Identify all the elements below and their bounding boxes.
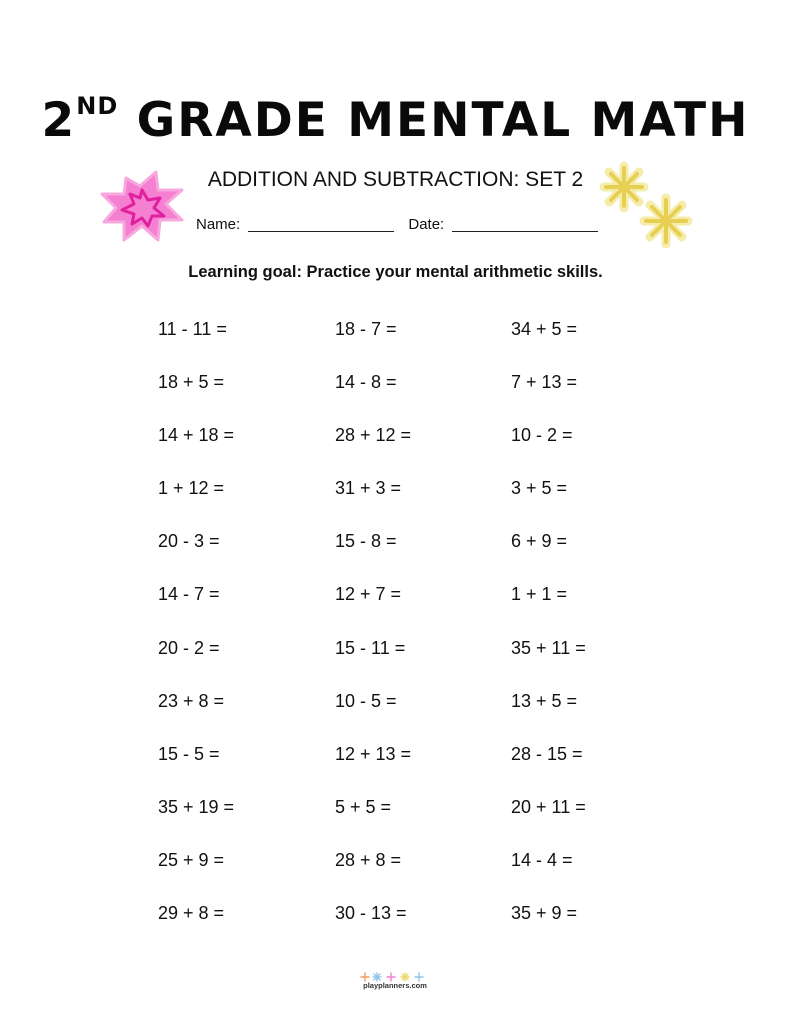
problem-item: 10 - 2 = <box>511 425 573 446</box>
problem-row <box>158 903 678 956</box>
problem-item: 12 + 7 = <box>335 584 402 605</box>
problem-item: 31 + 3 = <box>335 478 402 499</box>
problem-item: 10 - 5 = <box>335 690 397 711</box>
problem-grid <box>158 319 678 956</box>
problem-item: 25 + 9 = <box>158 849 225 870</box>
problem-item: 29 + 8 = <box>158 903 225 924</box>
problem-item: 15 - 11 = <box>335 637 406 658</box>
problem-item: 28 + 12 = <box>335 425 412 446</box>
problem-item: 15 - 5 = <box>158 743 220 764</box>
learning-goal: Learning goal: Practice your mental arithmetic skills. <box>188 263 603 281</box>
problem-row <box>158 797 678 850</box>
name-date-fields <box>196 216 608 233</box>
problem-item: 20 - 3 = <box>158 531 220 552</box>
date-label: Date: <box>408 216 445 233</box>
problem-item: 34 + 5 = <box>511 319 578 339</box>
problem-item: 1 + 12 = <box>158 478 225 499</box>
subtitle: ADDITION AND SUBTRACTION: SET 2 <box>207 168 584 191</box>
problem-item: 7 + 13 = <box>511 372 578 393</box>
problem-item: 11 - 11 = <box>158 319 227 339</box>
problem-row <box>158 372 678 425</box>
problem-item: 5 + 5 = <box>335 796 392 817</box>
problem-item: 35 + 9 = <box>511 903 578 924</box>
title-text: GRADE MENTAL MATH <box>136 93 750 148</box>
problem-row <box>158 584 678 637</box>
problem-row <box>158 531 678 584</box>
problem-item: 14 + 18 = <box>158 425 235 446</box>
problem-item: 14 - 4 = <box>511 849 573 870</box>
problem-item: 35 + 11 = <box>511 637 586 658</box>
problem-item: 23 + 8 = <box>158 690 225 711</box>
problem-item: 6 + 9 = <box>511 531 568 552</box>
problem-row <box>158 319 678 372</box>
problem-row <box>158 425 678 478</box>
problem-item: 14 - 8 = <box>335 372 397 393</box>
title-ordinal: ND <box>76 92 119 120</box>
problem-row <box>158 744 678 797</box>
problem-item: 18 + 5 = <box>158 372 225 393</box>
footer-site: playplanners.com <box>363 981 427 990</box>
problem-item: 30 - 13 = <box>335 903 407 924</box>
problem-item: 20 - 2 = <box>158 637 220 658</box>
problem-item: 13 + 5 = <box>511 690 578 711</box>
footer-logo[interactable] <box>355 972 435 994</box>
problem-item: 28 + 8 = <box>335 849 402 870</box>
problem-item: 14 - 7 = <box>158 584 220 605</box>
problem-item: 15 - 8 = <box>335 531 397 552</box>
problem-item: 1 + 1 = <box>511 584 568 605</box>
problem-item: 28 - 15 = <box>511 743 583 764</box>
problem-item: 35 + 19 = <box>158 796 235 817</box>
problem-item: 18 - 7 = <box>335 319 397 339</box>
date-blank-line[interactable] <box>452 217 598 232</box>
problem-row <box>158 478 678 531</box>
problem-row <box>158 691 678 744</box>
problem-item: 20 + 11 = <box>511 796 586 817</box>
problem-row <box>158 850 678 903</box>
name-blank-line[interactable] <box>248 217 394 232</box>
title-number: 2 <box>41 93 77 148</box>
page-title <box>0 92 791 148</box>
problem-row <box>158 638 678 691</box>
problem-item: 12 + 13 = <box>335 743 412 764</box>
name-label: Name: <box>196 216 241 233</box>
problem-item: 3 + 5 = <box>511 478 568 499</box>
